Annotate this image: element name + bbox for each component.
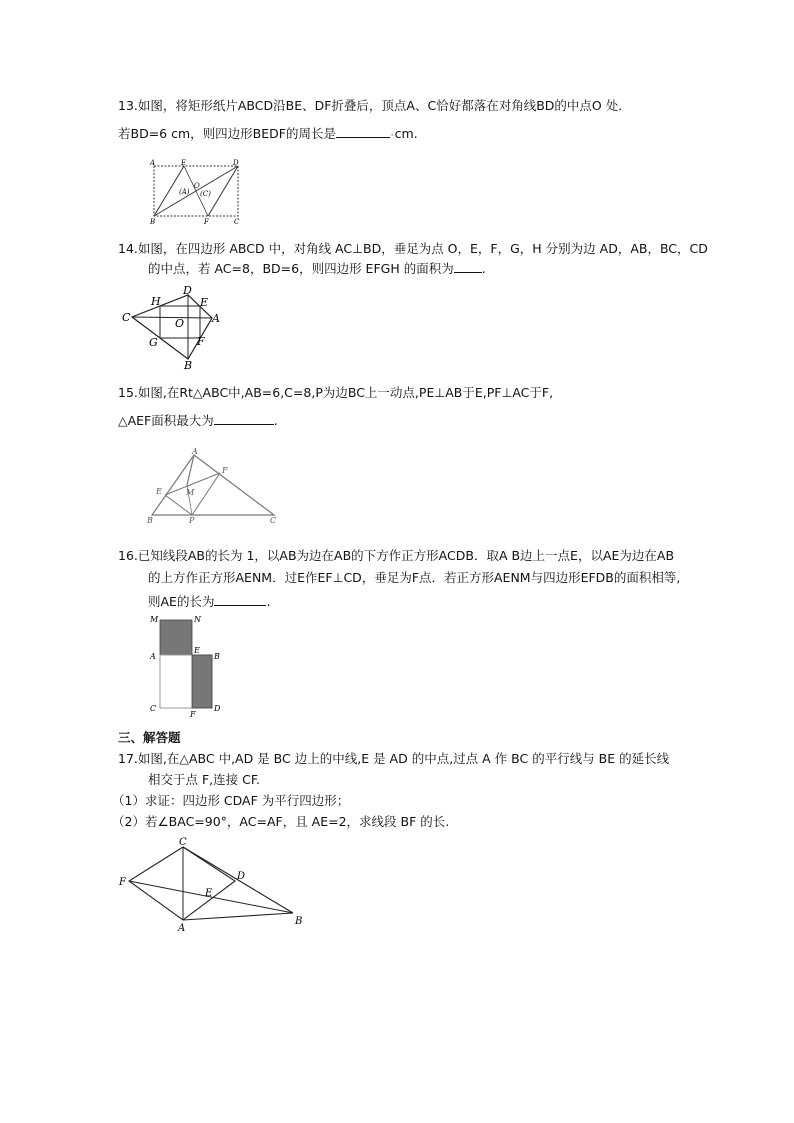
q13-line2-c: cm. (394, 126, 418, 141)
q16-line2: 的上方作正方形AENM．过E作EF⊥CD，垂足为F点．若正方形AENM与四边形EFDB的面积相等, (148, 570, 681, 585)
q14-label-G: G (149, 336, 158, 349)
q17-part1: （1）求证：四边形 CDAF 为平行四边形； (112, 793, 350, 808)
q16-answer-blank[interactable] (214, 592, 266, 606)
q14-answer-blank[interactable] (454, 259, 482, 273)
q14-line2-b: . (481, 261, 486, 276)
q16-line3-a: 则AE的长为 (148, 594, 215, 609)
q14-label-O: O (175, 317, 185, 330)
q14-line2-a: 的中点，若 AC=8，BD=6，则四边形 EFGH 的面积为 (148, 261, 454, 276)
q13-figure-svg (148, 158, 248, 226)
q15-line2-b: . (273, 413, 278, 428)
q16-label-N: N (194, 615, 201, 624)
q15-label-B: B (147, 516, 153, 525)
q13-label-A2: (A) (179, 188, 190, 196)
q15-answer-blank[interactable] (214, 411, 274, 425)
q14-label-B: B (184, 359, 193, 370)
q16-label-C: C (150, 704, 157, 713)
q14-label-D: D (183, 285, 192, 297)
q13-dot: • (389, 131, 395, 140)
q14-line2 (148, 259, 486, 278)
q15-label-P: P (189, 516, 195, 525)
q15-label-A: A (192, 447, 198, 456)
q16-label-D: D (214, 704, 221, 713)
q14-label-A: A (212, 312, 220, 325)
q15-label-M: M (186, 488, 195, 497)
q17-line1: 17.如图,在△ABC 中,AD 是 BC 边上的中线,E 是 AD 的中点,过点 A 作 BC 的平行线与 BE 的延长线 (118, 751, 670, 766)
q16-line3 (148, 592, 270, 611)
q13-label-C: C (234, 218, 240, 226)
q14-label-F: F (197, 335, 205, 348)
q16-figure (145, 612, 225, 720)
q14-figure-svg (120, 285, 230, 370)
q15-line2 (118, 411, 278, 430)
q13-answer-blank[interactable] (336, 124, 390, 138)
q17-figure (115, 835, 310, 935)
q17-label-D: D (237, 871, 246, 882)
q13-line2-a: 若BD=6 cm，则四边形B (118, 126, 262, 141)
q17-label-C: C (179, 837, 187, 848)
q13-line2 (118, 124, 418, 145)
q15-line2-a: △AEF面积最大为 (118, 413, 214, 428)
q14-label-C: C (122, 311, 131, 324)
q14-label-E: E (200, 296, 209, 309)
q17-label-A: A (178, 923, 186, 934)
q16-label-E: E (194, 646, 200, 655)
q13-label-C2: (C) (200, 190, 211, 198)
q17-label-F: F (119, 877, 126, 888)
section-heading: 三、解答题 (118, 730, 181, 745)
q15-label-E: E (156, 487, 162, 496)
q13-line2-b: EDF的周长是 (261, 126, 336, 141)
q17-label-E: E (205, 888, 213, 899)
q13-label-D: D (233, 159, 239, 167)
q17-part2: （2）若∠BAC=90°，AC=AF，且 AE=2，求线段 BF 的长. (112, 814, 450, 829)
q13-label-O: O (194, 182, 200, 190)
q16-label-M: M (150, 615, 159, 624)
q13-figure (148, 158, 248, 226)
q15-label-C: C (270, 516, 277, 525)
q15-line1: 15.如图,在Rt△ABC中,AB=6,C=8,P为边BC上一动点,PE⊥AB于E,PF⊥AC于F, (118, 385, 554, 400)
q16-figure-svg (145, 612, 225, 720)
q17-line2: 相交于点 F,连接 CF. (148, 772, 260, 787)
q15-label-F: F (222, 466, 228, 475)
q13-label-B: B (150, 218, 156, 226)
q14-line1: 14.如图，在四边形 ABCD 中，对角线 AC⊥BD，垂足为点 O，E，F，G，H 分别为边 AD，AB，BC，CD (118, 241, 708, 256)
q14-figure (120, 285, 230, 370)
q15-figure (140, 445, 290, 527)
q13-label-F: F (204, 218, 209, 226)
q17-figure-svg (115, 835, 310, 935)
q13-label-E: E (181, 159, 187, 167)
q13-label-A: A (150, 159, 156, 167)
q13-line1: 13.如图，将矩形纸片ABCD沿BE、DF折叠后，顶点A、C恰好都落在对角线BD的中点O 处． (118, 98, 631, 113)
q16-label-B: B (214, 652, 220, 661)
q16-line3-b: . (266, 594, 271, 609)
q17-label-B: B (295, 916, 303, 927)
q16-label-F: F (190, 710, 196, 719)
q16-line1: 16.已知线段AB的长为 1，以AB为边在AB的下方作正方形ACDB．取A B边上一点E，以AE为边在AB (118, 548, 675, 563)
q16-label-A: A (150, 652, 156, 661)
q14-label-H: H (151, 295, 161, 308)
q15-figure-svg (140, 445, 290, 527)
